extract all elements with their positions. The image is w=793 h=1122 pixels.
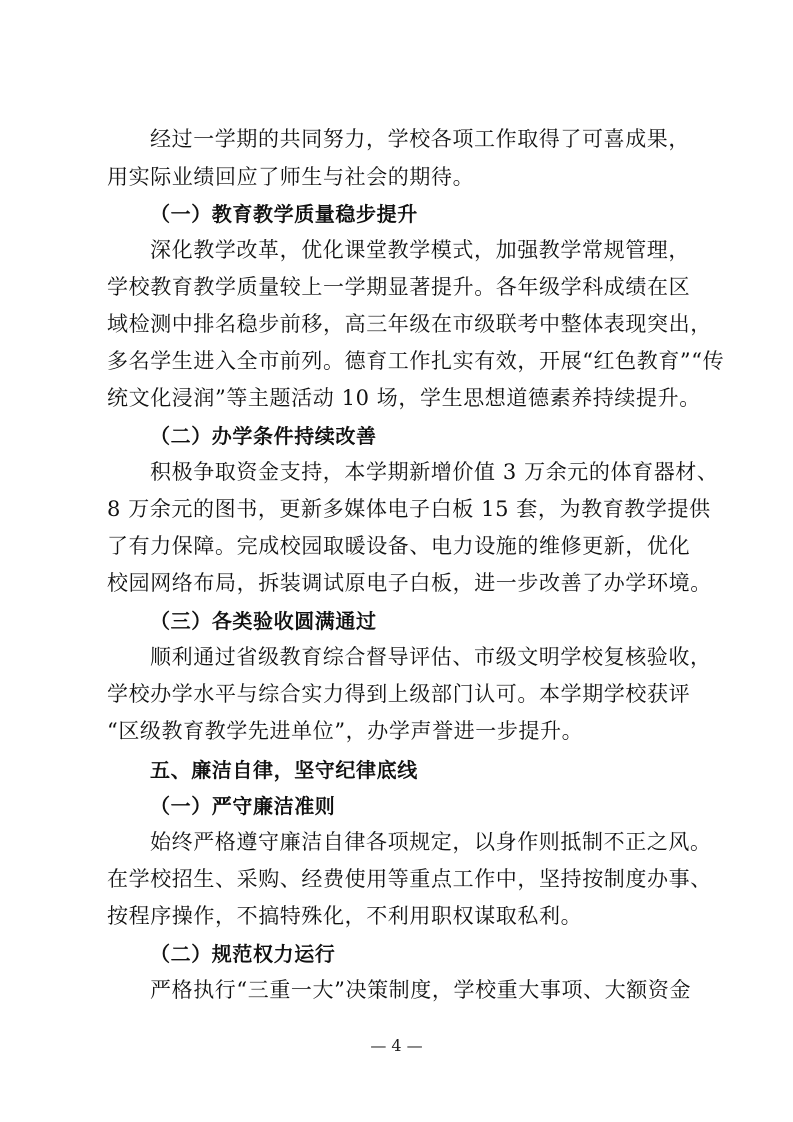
section-heading: （一）教育教学质量稳步提升 xyxy=(150,202,418,226)
section-heading: （二）规范权力运行 xyxy=(150,942,336,966)
paragraph-line: 积极争取资金支持，本学期新增价值 3 万余元的体育器材、 xyxy=(150,460,719,484)
paragraph-line: 始终严格遵守廉洁自律各项规定，以身作则抵制不正之风。 xyxy=(150,830,712,854)
paragraph-line: 深化教学改革，优化课堂教学模式，加强教学常规管理， xyxy=(150,238,690,262)
paragraph-line: 统文化浸润”等主题活动 10 场，学生思想道德素养持续提升。 xyxy=(107,386,701,410)
paragraph-line: 学校教育教学质量较上一学期显著提升。各年级学科成绩在区 xyxy=(107,275,691,299)
paragraph-line: 经过一学期的共同努力，学校各项工作取得了可喜成果， xyxy=(150,127,690,151)
paragraph-line: 用实际业绩回应了师生与社会的期待。 xyxy=(107,165,475,189)
paragraph-line: 在学校招生、采购、经费使用等重点工作中，坚持按制度办事、 xyxy=(107,867,712,891)
paragraph-line: “区级教育教学先进单位”，办学声誉进一步提升。 xyxy=(107,719,584,743)
section-heading: （二）办学条件持续改善 xyxy=(150,424,377,448)
paragraph-line: 域检测中排名稳步前移，高三年级在市级联考中整体表现突出， xyxy=(107,312,712,336)
paragraph-line: 按程序操作，不搞特殊化，不利用职权谋取私利。 xyxy=(107,904,583,928)
section-heading: （三）各类验收圆满通过 xyxy=(150,609,377,633)
paragraph-line: 严格执行“三重一大”决策制度，学校重大事项、大额资金 xyxy=(150,978,692,1002)
section-heading: （一）严守廉洁准则 xyxy=(150,794,336,818)
paragraph-line: 学校办学水平与综合实力得到上级部门认可。本学期学校获评 xyxy=(107,682,691,706)
chapter-heading: 五、廉洁自律，坚守纪律底线 xyxy=(150,758,418,782)
paragraph-line: 了有力保障。完成校园取暖设备、电力设施的维修更新，优化 xyxy=(107,534,691,558)
page-number: — 4 — xyxy=(370,1036,423,1055)
paragraph-line: 校园网络布局，拆装调试原电子白板，进一步改善了办学环境。 xyxy=(107,571,712,595)
paragraph-line: 顺利通过省级教育综合督导评估、市级文明学校复核验收， xyxy=(150,645,712,669)
paragraph-line: 多名学生进入全市前列。德育工作扎实有效，开展“红色教育”“传 xyxy=(107,349,725,373)
paragraph-line: 8 万余元的图书，更新多媒体电子白板 15 套，为教育教学提供 xyxy=(107,497,711,521)
